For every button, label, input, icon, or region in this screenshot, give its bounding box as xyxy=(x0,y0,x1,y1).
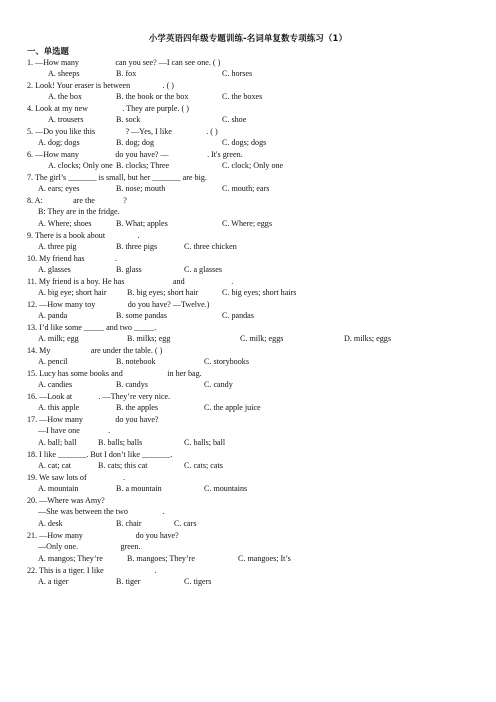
question-text: 5. —Do you like this ? —Yes, I like . ( ) xyxy=(27,127,218,136)
option-b: B. dog; dog xyxy=(116,138,154,147)
option-a: A. ears; eyes xyxy=(38,184,80,193)
option-a: A. mountain xyxy=(38,484,79,493)
option-c: C. milk; eggs xyxy=(240,334,284,343)
question-text: 15. Lucy has some books and in her bag. xyxy=(27,369,202,378)
question-subline: B: They are in the fridge. xyxy=(38,207,120,216)
question-text: 10. My friend has . xyxy=(27,254,117,263)
question-text: 20. —Where was Amy? xyxy=(27,496,105,505)
option-a: A. pencil xyxy=(38,357,68,366)
option-c: C. the boxes xyxy=(222,92,263,101)
option-a: A. this apple xyxy=(38,403,80,412)
option-b: B. candys xyxy=(116,380,148,389)
option-c: C. three chicken xyxy=(184,242,237,251)
option-b: B. balls; balls xyxy=(98,438,143,447)
question-text: 14. My are under the table. ( ) xyxy=(27,346,163,355)
option-c: C. the apple juice xyxy=(204,403,261,412)
question-text: 17. —How many do you have? xyxy=(27,415,159,424)
option-a: A. trousers xyxy=(48,115,84,124)
option-b: B. a mountain xyxy=(116,484,162,493)
question-subline: —She was between the two . xyxy=(38,507,165,516)
option-c: C. tigers xyxy=(184,577,212,586)
option-a: A. glasses xyxy=(38,265,71,274)
option-a: A. three pig xyxy=(38,242,77,251)
option-a: A. panda xyxy=(38,311,68,320)
section-heading: 一、单选题 xyxy=(27,46,69,56)
question-text: 16. —Look at . —They’re very nice. xyxy=(27,392,171,401)
option-a: A. the box xyxy=(48,92,82,101)
option-b: B. notebook xyxy=(116,357,156,366)
question-text: 13. I’d like some _____ and two _____. xyxy=(27,323,157,332)
option-c: C. horses xyxy=(222,69,253,78)
option-b: B. nose; mouth xyxy=(116,184,166,193)
option-a: A. milk; egg xyxy=(38,334,79,343)
option-b: B. three pigs xyxy=(116,242,158,251)
option-b: B. big eyes; short hair xyxy=(127,288,199,297)
option-b: B. What; apples xyxy=(116,219,168,228)
option-b: B. mangoes; They’re xyxy=(127,554,195,563)
option-c: C. balls; ball xyxy=(184,438,226,447)
option-c: C. dogs; dogs xyxy=(222,138,267,147)
option-a: A. a tiger xyxy=(38,577,69,586)
option-c: C. shoe xyxy=(222,115,247,124)
question-text: 6. —How many do you have? — . It's green. xyxy=(27,150,243,159)
question-text: 22. This is a tiger. I like . xyxy=(27,566,157,575)
option-c: C. cars xyxy=(174,519,197,528)
question-text: 4. Look at my new . They are purple. ( ) xyxy=(27,104,189,113)
option-b: B. chair xyxy=(116,519,142,528)
question-text: 21. —How many do you have? xyxy=(27,531,179,540)
option-c: C. Where; eggs xyxy=(222,219,272,228)
option-a: A. big eye; short hair xyxy=(38,288,107,297)
option-c: C. mountains xyxy=(204,484,248,493)
question-text: 12. —How many toy do you have? —Twelve.) xyxy=(27,300,210,309)
question-subline: —I have one . xyxy=(38,426,111,435)
option-a: A. candies xyxy=(38,380,73,389)
option-a: A. ball; ball xyxy=(38,438,77,447)
question-subline: —Only one. green. xyxy=(38,542,141,551)
page-title: 小学英语四年级专题训练-名词单复数专项练习（1） xyxy=(148,33,348,43)
option-c: C. mouth; ears xyxy=(222,184,270,193)
question-text: 1. —How many can you see? —I can see one. ( ) xyxy=(27,58,221,67)
option-c: C. pandas xyxy=(222,311,254,320)
question-text: 8. A: are the ? xyxy=(27,196,127,205)
option-c: C. big eyes; short hairs xyxy=(222,288,297,297)
option-a: A. cat; cat xyxy=(38,461,72,470)
question-text: 18. I like _______. But I don’t like _______. xyxy=(27,450,173,459)
option-c: C. storybooks xyxy=(204,357,249,366)
question-text: 7. The girl’s _______ is small, but her _______ are big. xyxy=(27,173,207,182)
option-a: A. dog; dogs xyxy=(38,138,80,147)
question-text: 19. We saw lots of . xyxy=(27,473,126,482)
option-a: A. Where; shoes xyxy=(38,219,92,228)
question-text: 9. There is a book about . xyxy=(27,231,140,240)
option-b: B. sock xyxy=(116,115,141,124)
option-c: C. a glasses xyxy=(184,265,222,274)
option-a: A. sheeps xyxy=(48,69,80,78)
option-c: C. mangoes; It’s xyxy=(238,554,291,563)
option-d: D. milks; eggs xyxy=(344,334,391,343)
option-a: A. mangos; They’re xyxy=(38,554,103,563)
option-b: B. the book or the box xyxy=(116,92,189,101)
option-b: B. the apples xyxy=(116,403,159,412)
question-text: 2. Look! Your eraser is between . ( ) xyxy=(27,81,175,90)
option-b: B. tiger xyxy=(116,577,141,586)
option-b: B. some pandas xyxy=(116,311,168,320)
option-b: B. glass xyxy=(116,265,142,274)
option-c: C. clock; Only one xyxy=(222,161,284,170)
option-b: B. milks; egg xyxy=(127,334,171,343)
option-a: A. desk xyxy=(38,519,63,528)
option-c: C. candy xyxy=(204,380,233,389)
option-b: B. cats; this cat xyxy=(98,461,148,470)
option-b: B. fox xyxy=(116,69,137,78)
option-b: B. clocks; Three xyxy=(116,161,170,170)
option-a: A. clocks; Only one xyxy=(48,161,113,170)
option-c: C. cats; cats xyxy=(184,461,223,470)
question-text: 11. My friend is a boy. He has and . xyxy=(27,277,234,286)
